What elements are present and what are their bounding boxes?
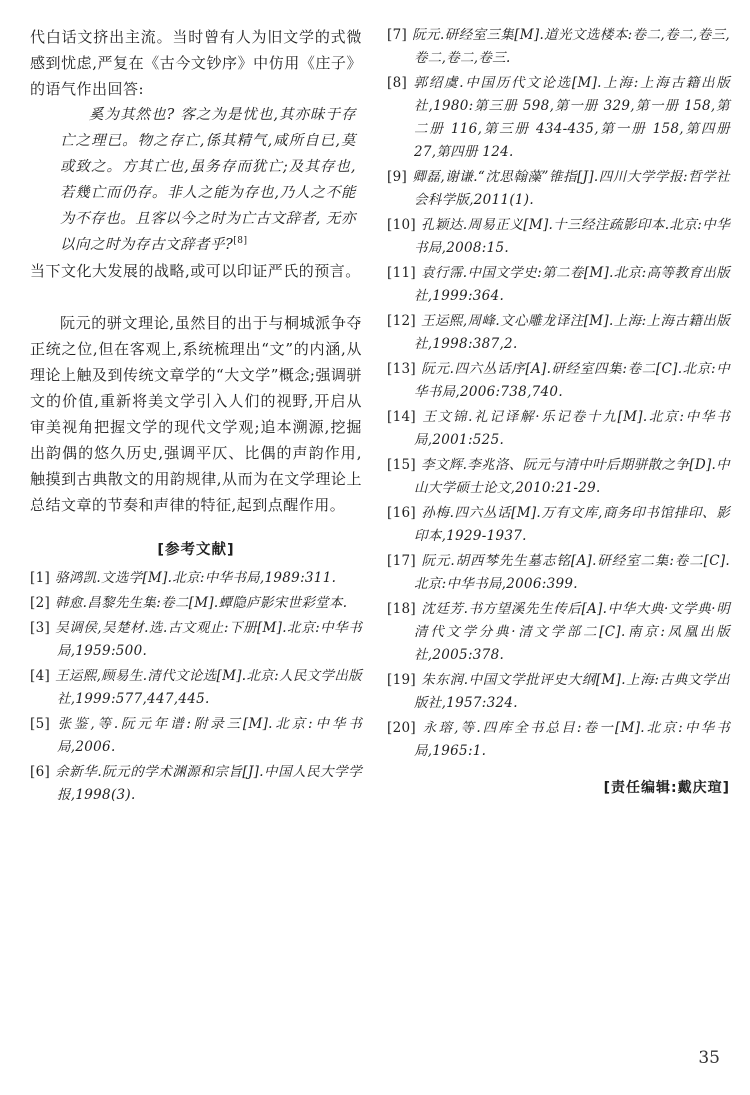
reference-item [387,262,730,308]
responsible-editor-note: [责任编辑:戴庆瑄] [603,780,730,796]
reference-item [387,406,730,452]
ref-text: 阮元.胡西棽先生墓志铭[A].研经室二集:卷二[C].北京:中华书局,2006:399. [414,553,730,592]
reference-item [30,617,362,663]
ref-number: [6] [30,764,51,780]
ref-number: [3] [30,620,51,636]
ref-text: 袁行霈.中国文学史:第二卷[M].北京:高等教育出版社,1999:364. [414,265,730,304]
ref-text: 郭绍虞.中国历代文论选[M].上海:上海古籍出版社,1980:第三册 598,第一册 329,第一册 158,第二册 116,第三册 434-435,第一册 158,第四册 27,第四册 124. [412,75,730,160]
reference-item [30,567,362,590]
ref-number: [8] [387,75,408,91]
reference-item [387,72,730,164]
ref-text: 阮元.研经室三集[M].道光文选楼本:卷二,卷二,卷三,卷二,卷二,卷三. [412,27,730,66]
ref-number: [4] [30,668,51,684]
ref-text: 卿磊,谢谦.“沈思翰藻”锥指[J].四川大学学报:哲学社会科学版,2011(1). [412,169,730,208]
ref-text: 吴调侯,吴楚材.选.古文观止:下册[M].北京:中华书局,1959:500. [55,620,362,659]
reference-item [387,502,730,548]
ref-number: [11] [387,265,416,281]
ref-number: [17] [387,553,416,569]
reference-item [30,592,362,615]
ref-number: [14] [387,409,416,425]
reference-item [387,717,730,763]
citation-superscript: [8] [233,236,248,247]
references-list-left [30,567,362,807]
ref-text: 余新华.阮元的学术渊源和宗旨[J].中国人民大学学报,1998(3). [55,764,362,803]
ref-number: [18] [387,601,416,617]
ref-number: [16] [387,505,416,521]
page-content [30,24,730,809]
reference-item [387,669,730,715]
reference-item [30,713,362,759]
reference-item [387,454,730,500]
paragraph-gap [30,284,362,310]
left-column [30,24,362,809]
reference-item [30,665,362,711]
ref-text: 张鉴,等.阮元年谱:附录三[M].北京:中华书局,2006. [55,716,362,755]
ref-text: 沈廷芳.书方望溪先生传后[A].中华大典·文学典·明清代文学分典·清文学部二[C].南京:凤凰出版社,2005:378. [414,601,730,663]
reference-item [387,166,730,212]
paragraph-after-quote: 当下文化大发展的战略,或可以印证严氏的预言。 [30,262,361,280]
right-column [387,24,730,809]
references-header: [参考文献] [157,542,235,558]
ref-number: [15] [387,457,416,473]
reference-item [387,358,730,404]
block-quote [60,102,356,258]
quote-text: 奚为其然也? 客之为是忧也,其亦昧于存亡之理已。物之存亡,係其精气,咸所自已,莫或致之。方其亡也,虽务存而犹亡;及其存也,若幾亡而仍存。非人之能为存也,乃人之不能为不存也。且客以今之时为亡古文辞者, 无亦以向之时为存古文辞者乎? [60,107,356,253]
ref-number: [2] [30,595,51,611]
references-list-right [387,24,730,763]
ref-number: [7] [387,27,408,43]
ref-text: 骆鸿凯.文选学[M].北京:中华书局,1989:311. [55,570,337,586]
reference-item [30,761,362,807]
ref-number: [20] [387,720,416,736]
reference-item [387,214,730,260]
ref-text: 孙梅.四六丛话[M].万有文库,商务印书馆排印、影印本,1929-1937. [414,505,730,544]
ref-number: [10] [387,217,416,233]
reference-item [387,598,730,667]
ref-text: 孔颖达.周易正义[M].十三经注疏影印本.北京:中华书局,2008:15. [414,217,730,256]
paragraph-conclusion: 阮元的骈文理论,虽然目的出于与桐城派争夺正统之位,但在客观上,系统梳理出“文”的内涵,从理论上触及到传统文章学的“大文学”概念;强调骈文的价值,重新将美文学引入人们的视野,开启从审美视角把握文学的现代文学观;追本溯源,挖掘出韵偶的悠久历史,强调平仄、比偶的声韵作用,触摸到古典散文的用韵规律,从而为在文学理论上总结文章的节奏和声律的特征,起到点醒作用。 [30,314,362,514]
ref-number: [1] [30,570,51,586]
page-number: 35 [698,1048,720,1068]
ref-number: [9] [387,169,408,185]
ref-text: 王运熙,周峰.文心雕龙译注[M].上海:上海古籍出版社,1998:387,2. [414,313,730,352]
paragraph-continuation: 代白话文挤出主流。当时曾有人为旧文学的式微感到忧虑,严复在《古今文钞序》中仿用《庄子》的语气作出回答: [30,28,362,98]
ref-text: 永瑢,等.四库全书总目:卷一[M].北京:中华书局,1965:1. [414,720,730,759]
ref-text: 韩愈.昌黎先生集:卷二[M].蟫隐庐影宋世彩堂本. [55,595,348,611]
ref-number: [12] [387,313,416,329]
reference-item [387,24,730,70]
ref-number: [19] [387,672,416,688]
ref-text: 朱东润.中国文学批评史大纲[M].上海:古典文学出版社,1957:324. [414,672,730,711]
ref-number: [13] [387,361,416,377]
ref-text: 阮元.四六丛话序[A].研经室四集:卷二[C].北京:中华书局,2006:738,740. [414,361,730,400]
reference-item [387,310,730,356]
ref-number: [5] [30,716,51,732]
ref-text: 王运熙,顾易生.清代文论选[M].北京:人民文学出版社,1999:577,447,445. [55,668,362,707]
reference-item [387,550,730,596]
ref-text: 王文锦.礼记译解·乐记卷十九[M].北京:中华书局,2001:525. [414,409,730,448]
ref-text: 李文辉.李兆洛、阮元与清中叶后期骈散之争[D].中山大学硕士论文,2010:21-29. [414,457,730,496]
